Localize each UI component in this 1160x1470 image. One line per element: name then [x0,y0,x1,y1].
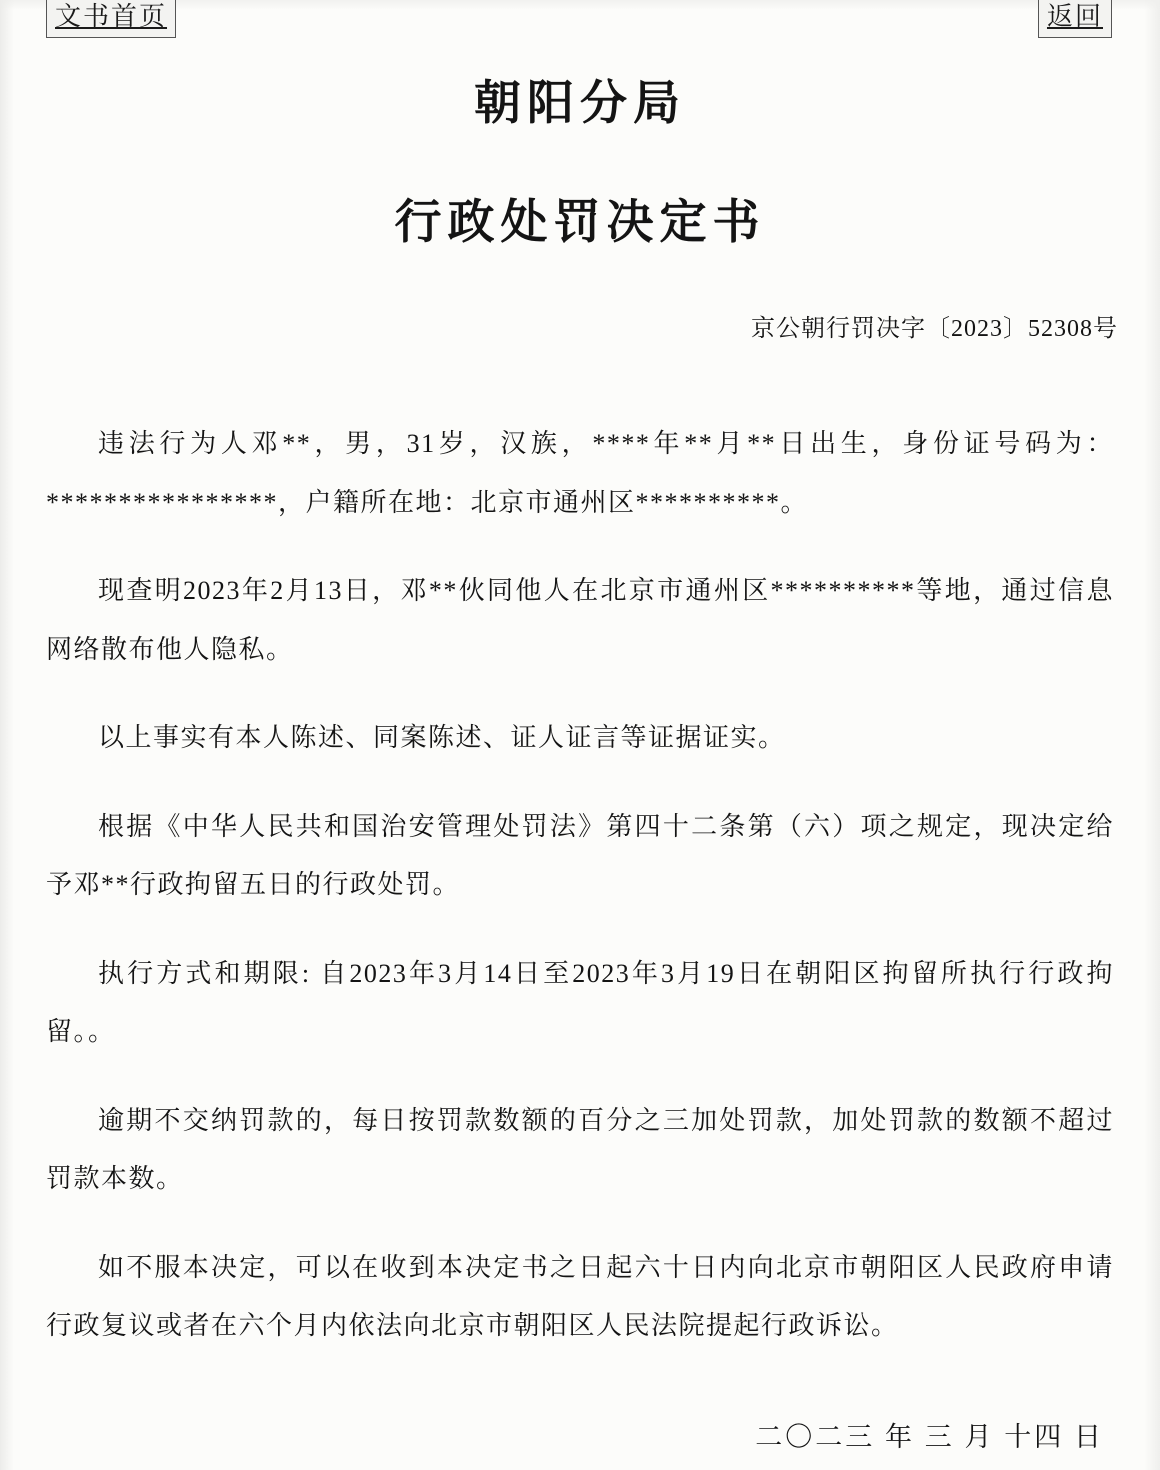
paragraph-overdue-fine: 逾期不交纳罚款的，每日按罚款数额的百分之三加处罚款，加处罚款的数额不超过罚款本数。 [46,1105,1114,1193]
document-title-block [0,66,1160,252]
document-number: 京公朝行罚决字〔2023〕52308号 [751,316,1118,342]
issuing-authority-title: 朝阳分局 [474,78,686,130]
paragraph-legal-basis: 根据《中华人民共和国治安管理处罚法》第四十二条第（六）项之规定，现决定给予邓**行政拘留五日的行政处罚。 [46,811,1114,899]
paragraph-offender-info: 违法行为人邓**，男，31岁，汉族，****年**月**日出生，身份证号码为：****************，户籍所在地：北京市通州区**********。 [46,429,1114,517]
doc-home-link[interactable]: 文书首页 [46,0,176,38]
document-body [46,415,1114,1356]
back-link[interactable]: 返回 [1038,0,1112,38]
paragraph-facts: 现查明2023年2月13日，邓**伙同他人在北京市通州区**********等地，通过信息网络散布他人隐私。 [46,576,1114,664]
document-date: 二〇二三 年 三 月 十四 日 [755,1422,1104,1452]
paragraph-appeal-rights: 如不服本决定，可以在收到本决定书之日起六十日内向北京市朝阳区人民政府申请行政复议或者在六个月内依法向北京市朝阳区人民法院提起行政诉讼。 [46,1252,1114,1340]
paragraph-execution: 执行方式和期限: 自2023年3月14日至2023年3月19日在朝阳区拘留所执行行政拘留。。 [46,958,1114,1046]
paragraph-evidence: 以上事实有本人陈述、同案陈述、证人证言等证据证实。 [98,723,786,752]
document-type-title: 行政处罚决定书 [394,197,766,249]
